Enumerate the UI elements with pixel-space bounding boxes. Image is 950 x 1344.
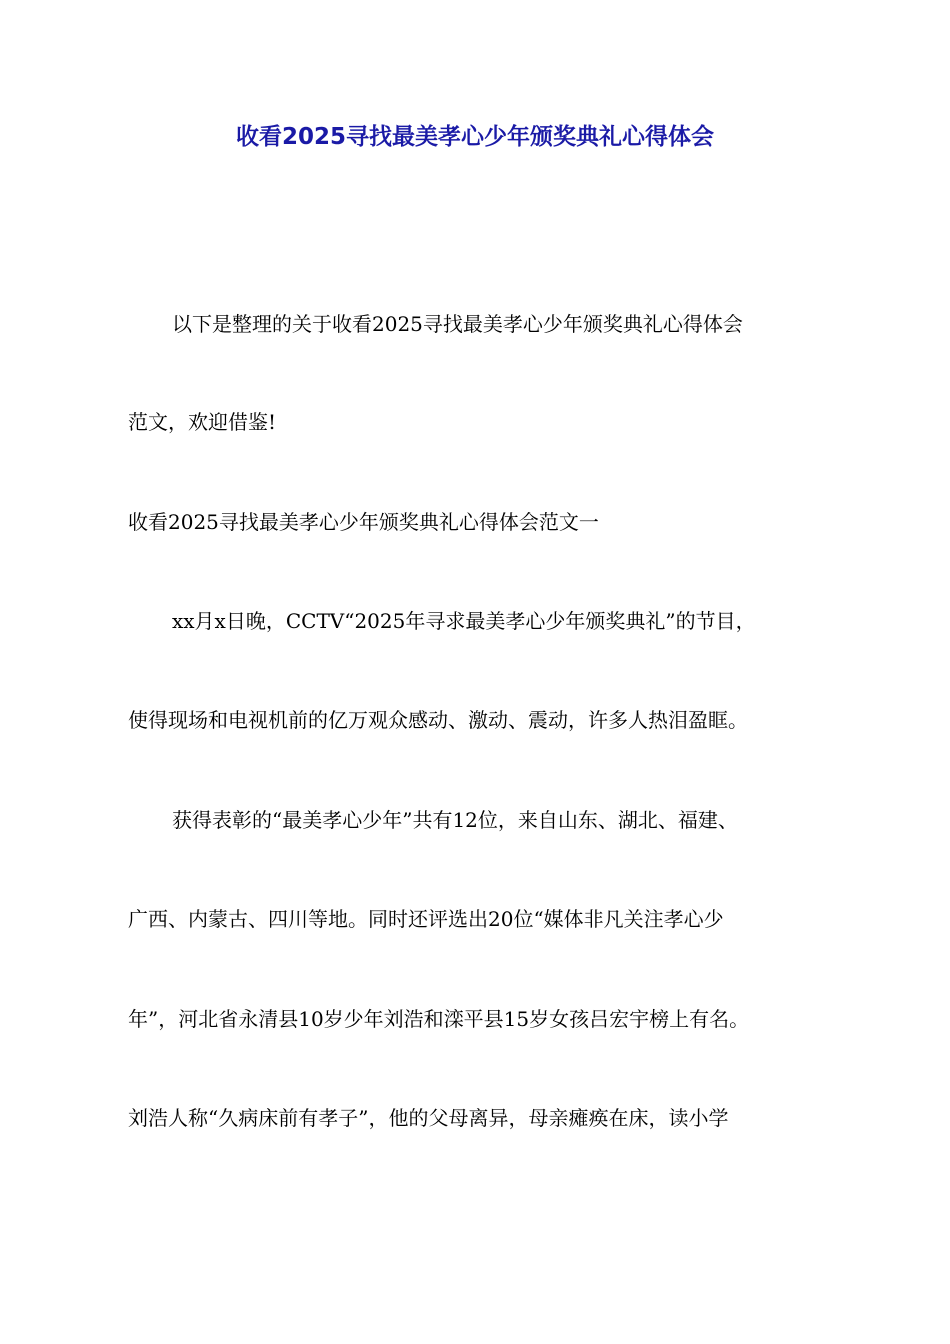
paragraph-line: 年”，河北省永清县10岁少年刘浩和滦平县15岁女孩吕宏宇榜上有名。 xyxy=(128,1007,750,1031)
paragraph-line: 刘浩人称“久病床前有孝子”，他的父母离异，母亲瘫痪在床，读小学 xyxy=(128,1106,729,1130)
paragraph-line: 使得现场和电视机前的亿万观众感动、激动、震动，许多人热泪盈眶。 xyxy=(128,708,748,732)
paragraph-line: 范文，欢迎借鉴! xyxy=(128,410,277,434)
paragraph-line: xx月x日晚，CCTV“2025年寻求最美孝心少年颁奖典礼”的节目， xyxy=(172,609,756,633)
paragraph-line: 以下是整理的关于收看2025寻找最美孝心少年颁奖典礼心得体会 xyxy=(172,312,743,336)
section-heading: 收看2025寻找最美孝心少年颁奖典礼心得体会范文一 xyxy=(128,510,599,534)
paragraph-line: 获得表彰的“最美孝心少年”共有12位，来自山东、湖北、福建、 xyxy=(172,808,738,832)
paragraph-line: 广西、内蒙古、四川等地。同时还评选出20位“媒体非凡关注孝心少 xyxy=(128,907,724,931)
document-title: 收看2025寻找最美孝心少年颁奖典礼心得体会 xyxy=(235,124,714,150)
